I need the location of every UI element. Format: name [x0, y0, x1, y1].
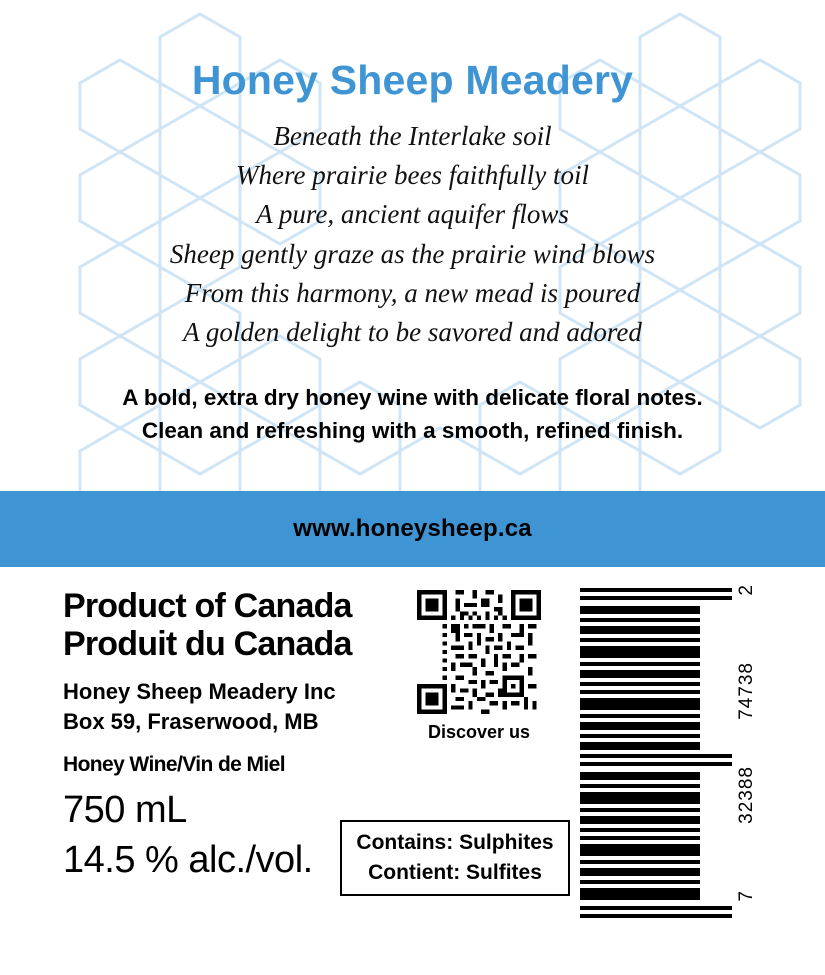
- qr-block: [417, 590, 541, 743]
- net-volume: 750 mL: [63, 789, 187, 832]
- producer-street: Box 59, Fraserwood, MB: [63, 709, 319, 735]
- producer-name: Honey Sheep Meadery Inc: [63, 679, 336, 705]
- poem-block: [0, 117, 825, 352]
- sulphites-fr: Contient: Sulfites: [368, 861, 542, 884]
- website-url[interactable]: www.honeysheep.ca: [293, 515, 532, 542]
- tasting-note-line: Clean and refreshing with a smooth, refined finish.: [141, 417, 684, 443]
- sulphites-warning-box: [340, 820, 570, 896]
- producer-address: [63, 677, 403, 737]
- barcode-bars: [580, 584, 732, 924]
- barcode-digit: 7: [736, 890, 757, 902]
- tasting-notes: [0, 382, 825, 447]
- barcode-digit: 32388: [736, 766, 757, 824]
- barcode-digit: 2: [736, 584, 757, 596]
- barcode-digits: [732, 584, 762, 924]
- barcode-block: [580, 584, 762, 924]
- country-of-origin: [63, 587, 403, 663]
- country-of-origin-fr: Produit du Canada: [63, 625, 352, 664]
- qr-code-icon[interactable]: [417, 590, 541, 714]
- barcode-digit: 74738: [736, 662, 757, 720]
- sulphites-en: Contains: Sulphites: [356, 830, 554, 854]
- poem-line: Sheep gently graze as the prairie wind blows: [169, 238, 656, 269]
- poem-line: A golden delight to be savored and adored: [183, 316, 642, 347]
- qr-caption: Discover us: [427, 722, 531, 742]
- wine-type: Honey Wine/Vin de Miel: [63, 753, 285, 777]
- label-bottom-section: [0, 567, 825, 975]
- website-band: [0, 491, 825, 567]
- label-top-section: [0, 0, 825, 447]
- poem-line: Where prairie bees faithfully toil: [236, 160, 589, 191]
- country-of-origin-en: Product of Canada: [63, 587, 352, 625]
- poem-line: From this harmony, a new mead is poured: [184, 277, 641, 308]
- tasting-note-line: A bold, extra dry honey wine with delicate floral notes.: [122, 384, 703, 410]
- brand-title: Honey Sheep Meadery: [191, 57, 634, 103]
- poem-line: A pure, ancient aquifer flows: [256, 199, 569, 230]
- poem-line: Beneath the Interlake soil: [273, 121, 552, 152]
- alcohol-by-volume: 14.5 % alc./vol.: [63, 839, 313, 882]
